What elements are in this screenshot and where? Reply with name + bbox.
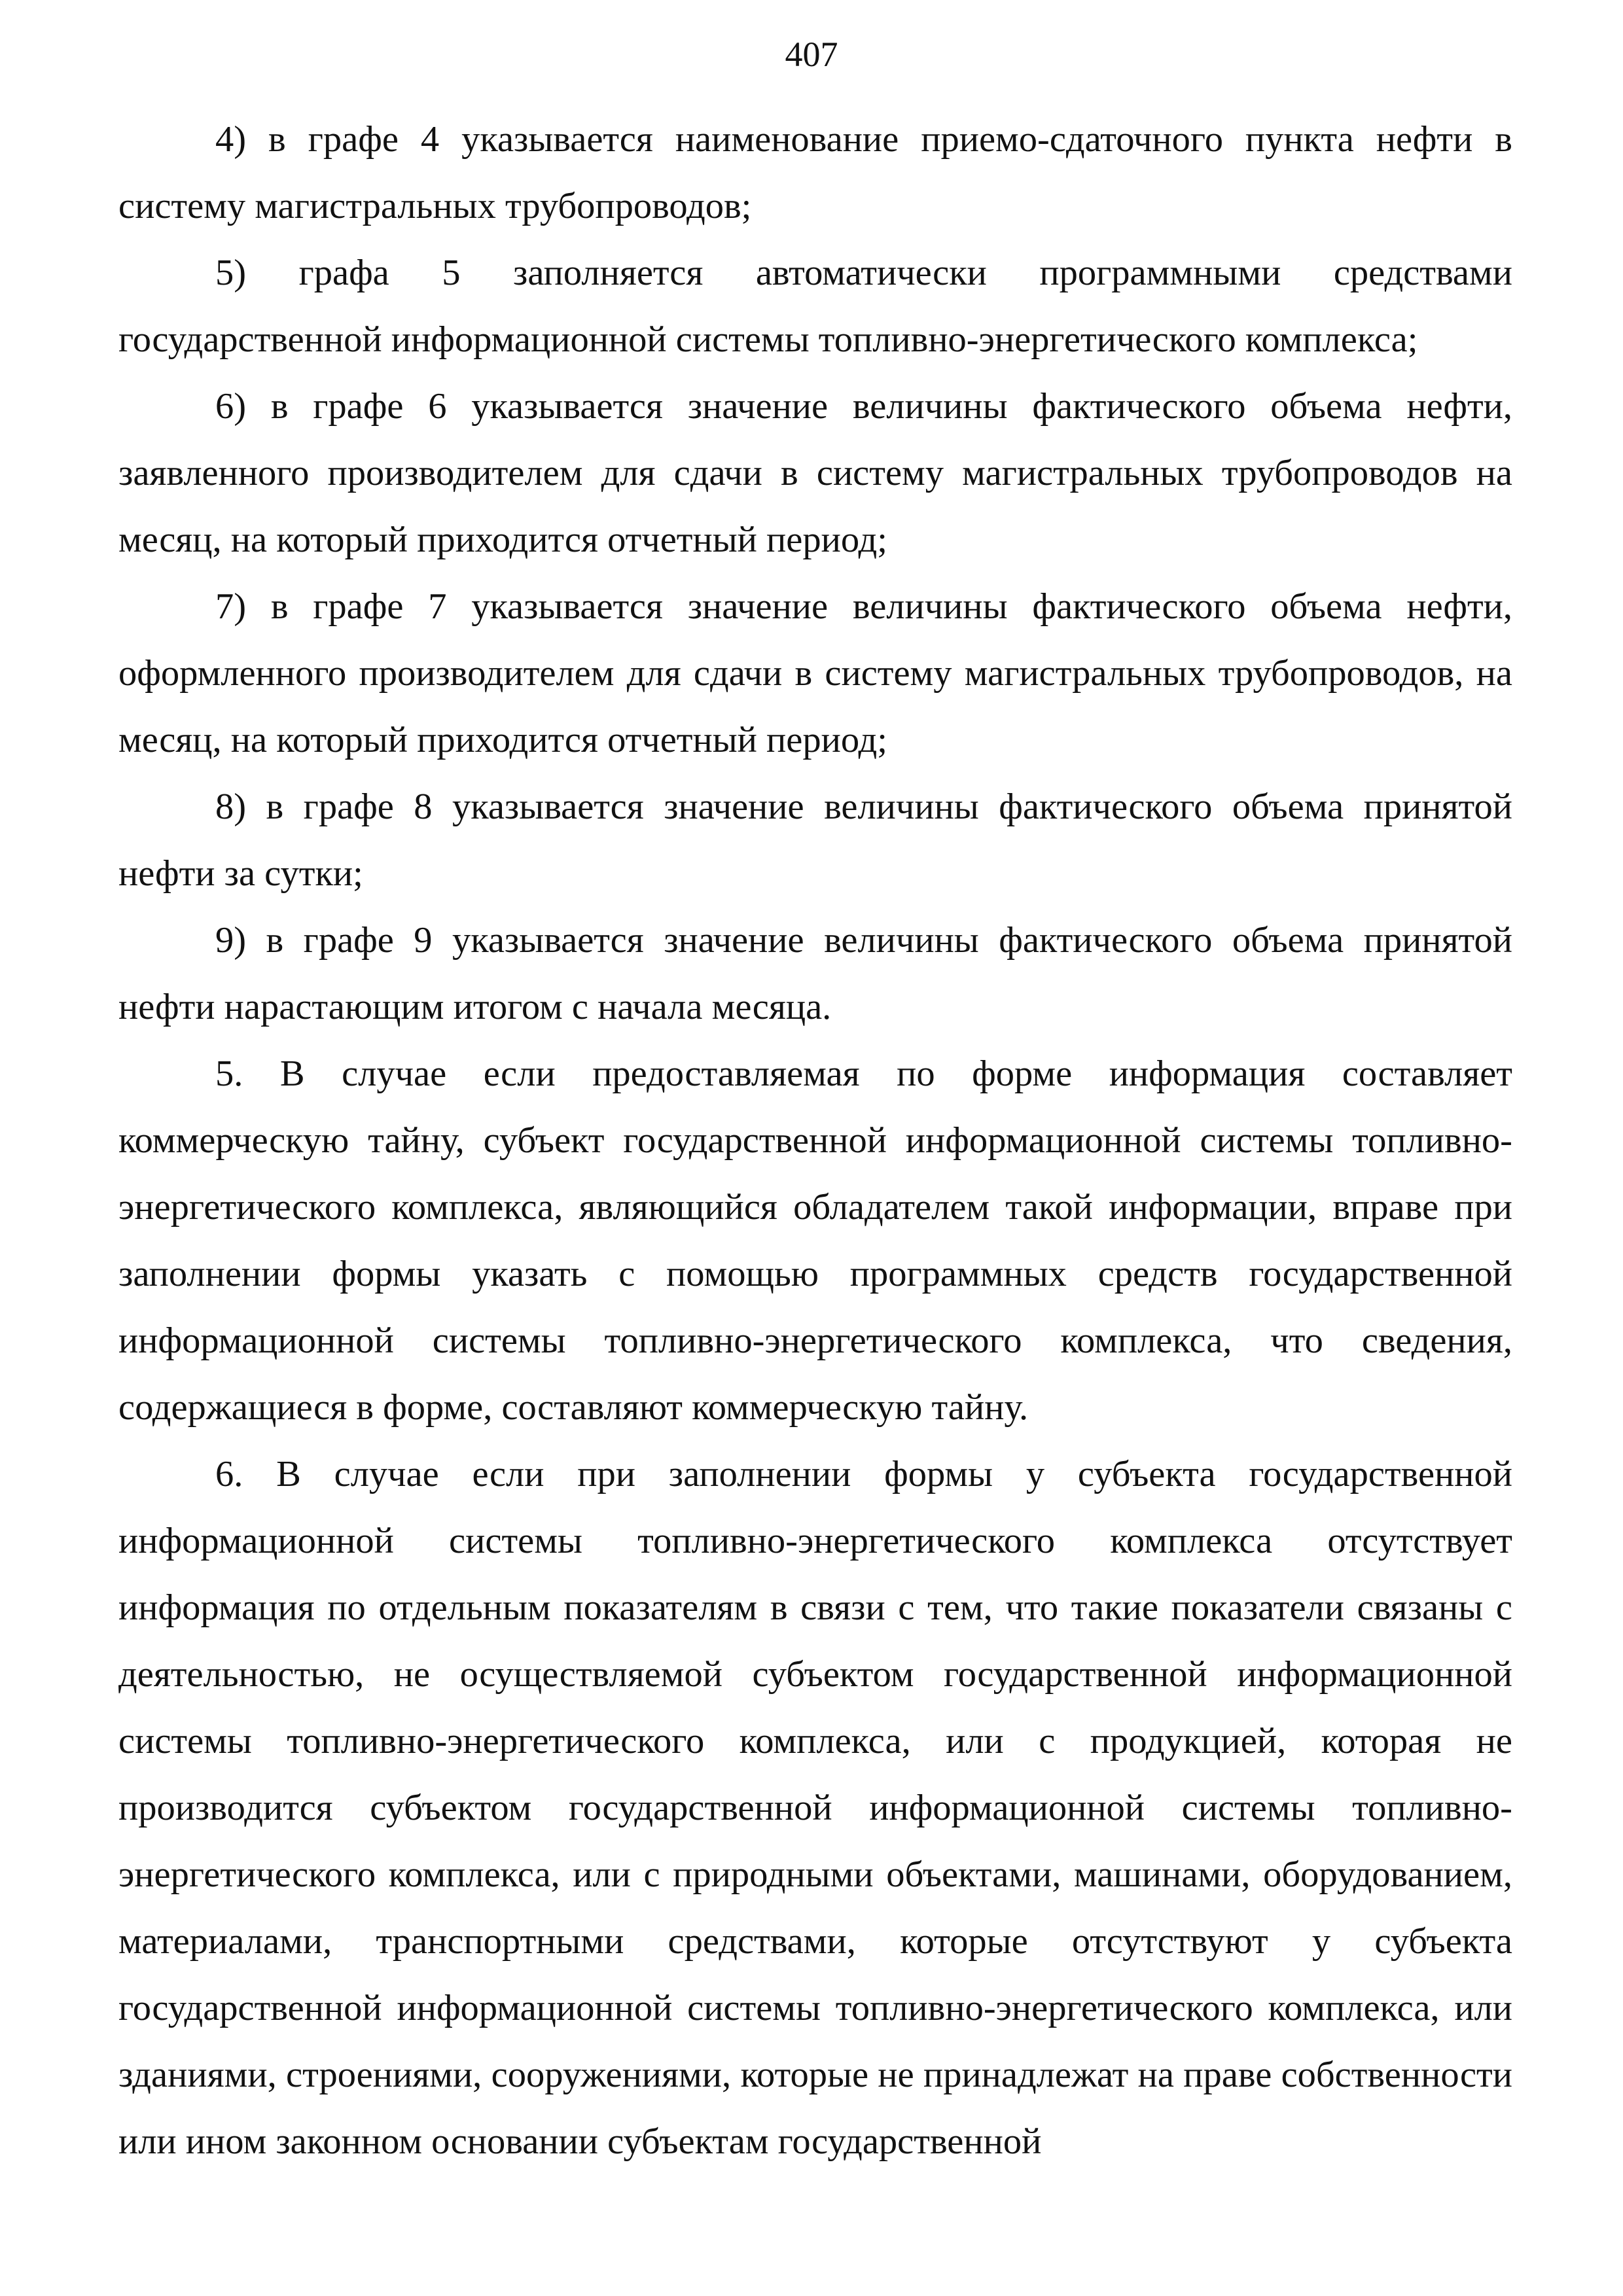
paragraph-item-5: 5) графа 5 заполняется автоматически программными средствами государственной информационной системы топливно-энергетического комплекса; bbox=[118, 253, 1512, 360]
paragraph-item-6: 6) в графе 6 указывается значение величины фактического объема нефти, заявленного производителем для сдачи в систему магистральных трубопроводов на месяц, на который приходится отчетный период; bbox=[118, 386, 1512, 560]
paragraph-item-9: 9) в графе 9 указывается значение величины фактического объема принятой нефти нарастающим итогом с начала месяца. bbox=[118, 920, 1512, 1027]
paragraph-section-5: 5. В случае если предоставляемая по форме информация составляет коммерческую тайну, субъект государственной информационной системы топливно-энергетического комплекса, являющийся обладателем такой информации, вправе при заполнении формы указать с помощью программных средств государственной информационной системы топливно-энергетического комплекса, что сведения, содержащиеся в форме, составляют коммерческую тайну. bbox=[118, 1053, 1512, 1428]
paragraph-item-7: 7) в графе 7 указывается значение величины фактического объема нефти, оформленного производителем для сдачи в систему магистральных трубопроводов, на месяц, на который приходится отчетный период; bbox=[118, 586, 1512, 760]
document-body bbox=[118, 106, 1512, 2175]
paragraph-item-4: 4) в графе 4 указывается наименование приемо-сдаточного пункта нефти в систему магистральных трубопроводов; bbox=[118, 119, 1512, 226]
paragraph-item-8: 8) в графе 8 указывается значение величины фактического объема принятой нефти за сутки; bbox=[118, 786, 1512, 894]
page-number: 407 bbox=[785, 35, 838, 74]
paragraph-section-6: 6. В случае если при заполнении формы у субъекта государственной информационной системы топливно-энергетического комплекса отсутствует информация по отдельным показателям в связи с тем, что такие показатели связаны с деятельностью, не осуществляемой субъектом государственной информационной системы топливно-энергетического комплекса, или с продукцией, которая не производится субъектом государственной информационной системы топливно-энергетического комплекса, или с природными объектами, машинами, оборудованием, материалами, транспортными средствами, которые отсутствуют у субъекта государственной информационной системы топливно-энергетического комплекса, или зданиями, строениями, сооружениями, которые не принадлежат на праве собственности или ином законном основании субъектам государственной bbox=[118, 1454, 1512, 2162]
